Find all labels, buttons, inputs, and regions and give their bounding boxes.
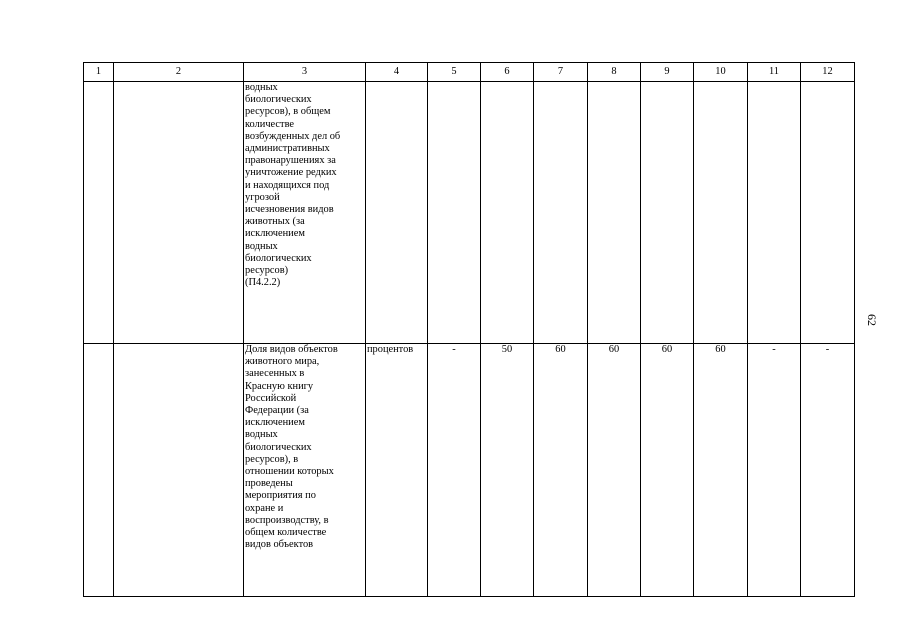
table-row: [84, 82, 855, 344]
header-cell: 7: [534, 63, 588, 82]
description-line: водных: [245, 429, 278, 441]
row-index-cell: [84, 344, 114, 597]
description-line: водных: [245, 82, 278, 93]
description-line: охране и: [245, 502, 284, 514]
description-line: ресурсов), в: [245, 453, 299, 465]
table-row: [84, 344, 855, 597]
header-cell: 10: [694, 63, 748, 82]
description-line: общем количестве: [245, 527, 327, 539]
value-cell: 60: [588, 344, 641, 597]
description-line: животных (за: [245, 216, 305, 228]
value-cell: 60: [641, 344, 694, 597]
description-line: мероприятия по: [245, 490, 316, 502]
description-line: отношении которых: [245, 466, 334, 478]
description-line: количестве: [245, 118, 295, 130]
header-cell: 12: [801, 63, 855, 82]
unit-cell: [366, 82, 428, 344]
value-cell: [534, 82, 588, 344]
value-cell: [588, 82, 641, 344]
description-line: Доля видов объектов: [245, 344, 338, 355]
value-cell: [801, 82, 855, 344]
description-line: административных: [245, 143, 330, 155]
page-number: 62: [865, 314, 879, 326]
description-line: Федерации (за: [245, 405, 309, 417]
header-cell: 5: [428, 63, 481, 82]
unit-cell: процентов: [366, 344, 428, 597]
row-name-cell: [114, 344, 244, 597]
description-line: ресурсов): [245, 265, 289, 277]
value-cell: 50: [481, 344, 534, 597]
description-line: воспроизводству, в: [245, 514, 329, 526]
value-cell: [481, 82, 534, 344]
data-table: [83, 62, 855, 597]
value-cell: -: [428, 344, 481, 597]
description-line: Красную книгу: [245, 380, 314, 392]
value-cell: -: [801, 344, 855, 597]
header-cell: 1: [84, 63, 114, 82]
description-line: правонарушениях за: [245, 155, 336, 167]
description-line: биологических: [245, 252, 312, 264]
indicator-description-cell: [244, 344, 366, 597]
header-cell: 4: [366, 63, 428, 82]
header-cell: 8: [588, 63, 641, 82]
value-cell: [694, 82, 748, 344]
description-line: исчезновения видов: [245, 204, 334, 216]
description-line: животного мира,: [245, 356, 320, 368]
description-line: исключением: [245, 228, 305, 240]
description-line: водных: [245, 240, 278, 252]
value-cell: [641, 82, 694, 344]
row-index-cell: [84, 82, 114, 344]
header-cell: 9: [641, 63, 694, 82]
description-line: возбужденных дел об: [245, 130, 341, 142]
description-line: угрозой: [245, 191, 280, 203]
description-line: проведены: [245, 478, 293, 490]
table-header-row: [84, 63, 855, 82]
value-cell: 60: [694, 344, 748, 597]
indicator-description-cell: [244, 82, 366, 344]
value-cell: -: [748, 344, 801, 597]
header-cell: 11: [748, 63, 801, 82]
description-line: биологических: [245, 94, 312, 106]
header-cell: 3: [244, 63, 366, 82]
description-line: уничтожение редких: [245, 167, 337, 179]
description-line: биологических: [245, 441, 312, 453]
description-line: Российской: [245, 392, 297, 404]
description-line: (П4.2.2): [245, 277, 281, 289]
row-name-cell: [114, 82, 244, 344]
description-line: и находящихся под: [245, 179, 330, 191]
value-cell: 60: [534, 344, 588, 597]
header-cell: 2: [114, 63, 244, 82]
header-cell: 6: [481, 63, 534, 82]
description-line: занесенных в: [245, 368, 305, 380]
description-line: исключением: [245, 417, 305, 429]
value-cell: [748, 82, 801, 344]
description-line: ресурсов), в общем: [245, 106, 331, 118]
description-line: видов объектов: [245, 539, 314, 551]
value-cell: [428, 82, 481, 344]
